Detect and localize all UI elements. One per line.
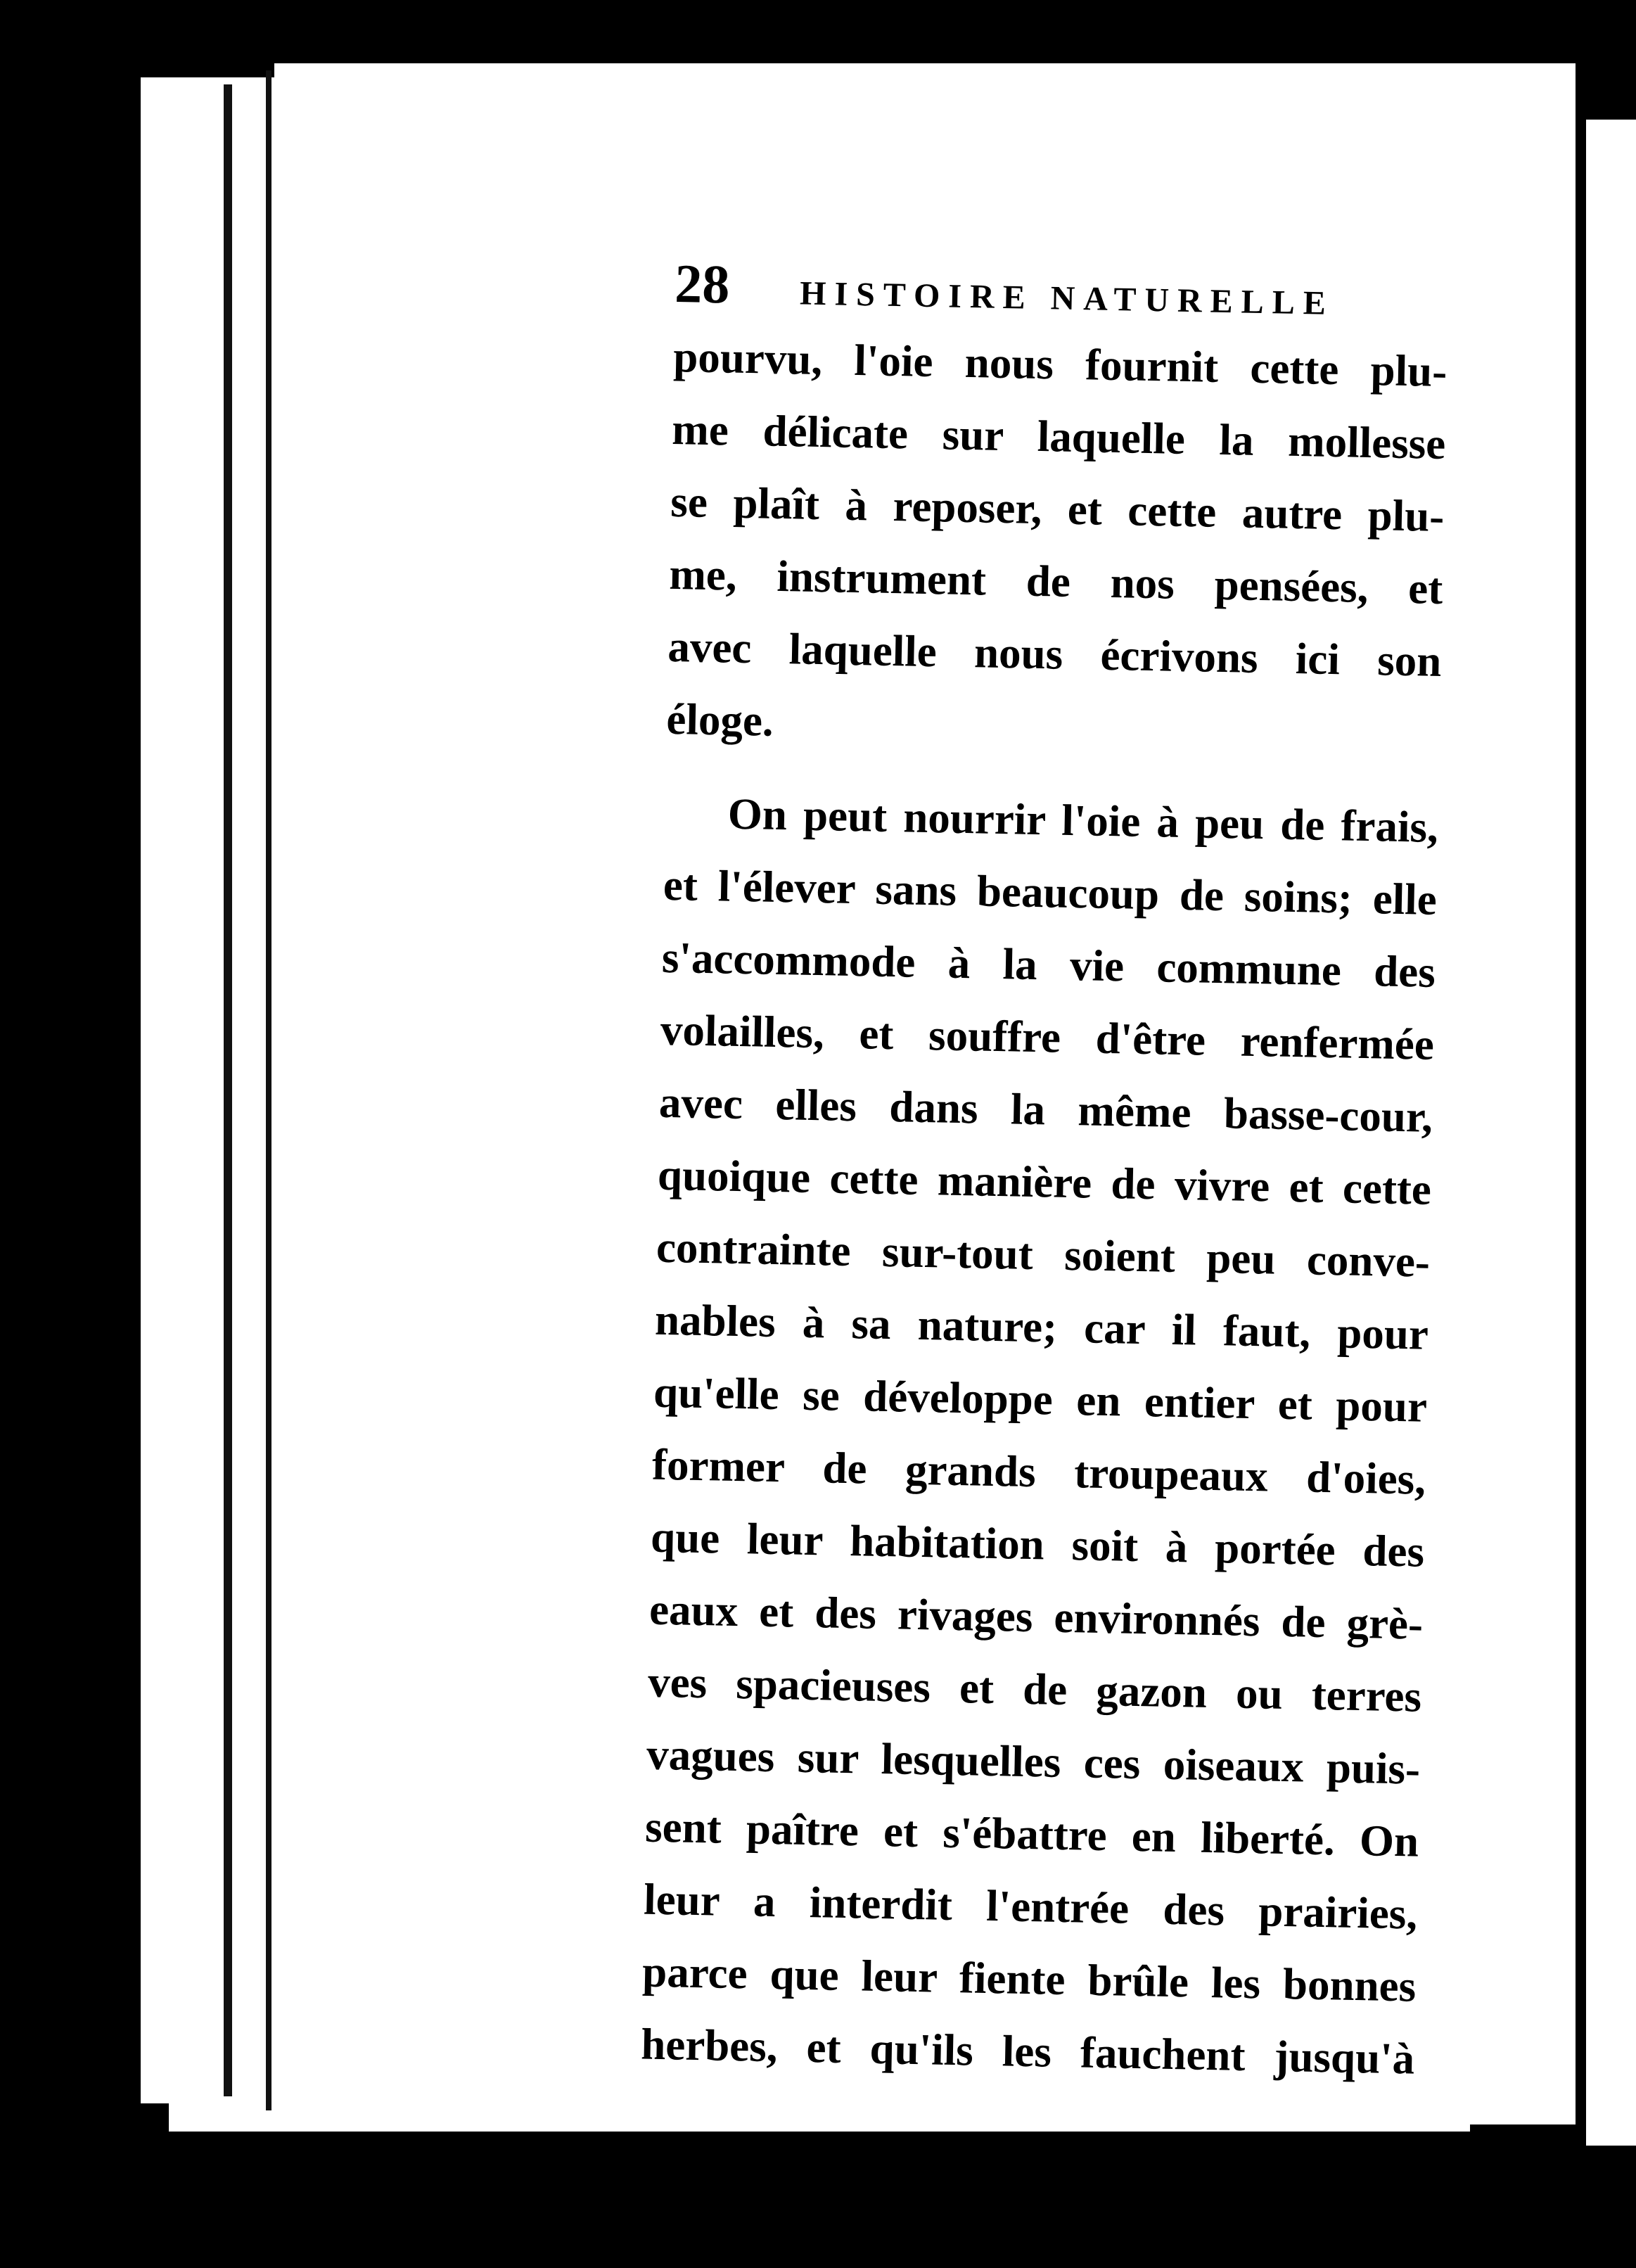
text-line: avec elles dans la même basse-cour, (658, 1077, 1433, 1142)
text-line: quoique cette manière de vivre et cette (657, 1149, 1432, 1214)
text-line: sent paître et s'ébattre en liberté. On (644, 1802, 1419, 1866)
text-line: parce que leur fiente brûle les bonnes (641, 1947, 1417, 2011)
adjacent-page-strip (1586, 120, 1636, 2146)
page-number: 28 (674, 253, 731, 315)
text-line: me délicate sur laquelle la mollesse (671, 404, 1446, 469)
text-line: et l'élever sans beaucoup de soins; elle (663, 860, 1438, 924)
paragraph (640, 777, 1438, 2096)
running-title: HISTOIRE NATURELLE (799, 274, 1335, 322)
text-line: qu'elle se développe en entier et pour (653, 1367, 1428, 1432)
text-line: se plaît à reposer, et cette autre plu- (670, 476, 1445, 542)
text-line: herbes, et qu'ils les fauchent jusqu'à (640, 2019, 1415, 2084)
paragraph (666, 321, 1448, 770)
text-line: eaux et des rivages environnés de grè- (648, 1584, 1424, 1649)
text-line: que leur habitation soit à portée des (650, 1512, 1425, 1576)
text-line: contrainte sur-tout soient peu conve- (656, 1222, 1431, 1287)
page-edge-line (224, 84, 232, 2096)
text-line: avec laquelle nous écrivons ici son (667, 621, 1442, 687)
text-line: ves spacieuses et de gazon ou terres (647, 1657, 1422, 1721)
text-line: éloge. (665, 694, 774, 746)
page-edge-line (266, 70, 271, 2110)
page-edge-left (141, 77, 274, 2103)
text-line: leur a interdit l'entrée des prairies, (643, 1874, 1418, 1939)
text-line: pourvu, l'oie nous fournit cette plu- (672, 331, 1448, 397)
text-line: s'accommode à la vie commune des (661, 932, 1436, 997)
text-line: former de grands troupeaux d'oies, (651, 1439, 1426, 1504)
text-line: nables à sa nature; car il faut, pour (654, 1294, 1429, 1359)
text-line: volailles, et souffre d'être renfermée (660, 1005, 1435, 1069)
page-text (640, 253, 1448, 2096)
text-line: vagues sur lesquelles ces oiseaux puis- (646, 1729, 1421, 1794)
text-line: On peut nourrir l'oie à peu de frais, (727, 789, 1439, 852)
text-line: me, instrument de nos pensées, et (668, 549, 1443, 614)
